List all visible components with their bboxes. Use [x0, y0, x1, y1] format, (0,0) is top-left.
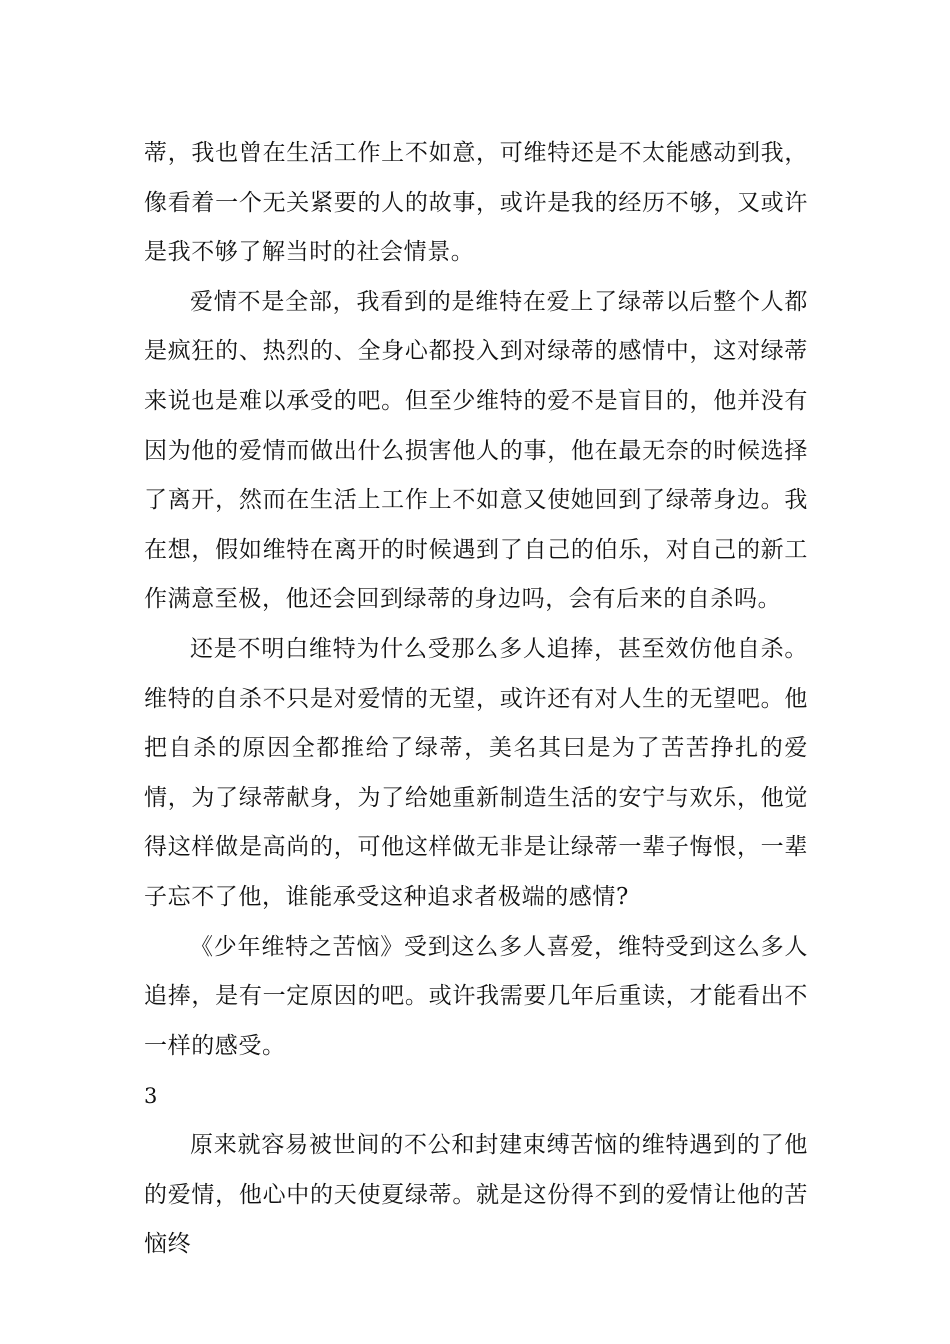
paragraph-continued: 蒂，我也曾在生活工作上不如意，可维特还是不太能感动到我，像看着一个无关紧要的人的故事，或许是我的经历不够，又或许是我不够了解当时的社会情景。 [144, 140, 808, 266]
section-number: 3 [144, 1084, 158, 1109]
paragraph-section-three: 原来就容易被世间的不公和封建束缚苦恼的维特遇到的了他的爱情，他心中的天使夏绿蒂。就是这份得不到的爱情让他的苦恼终 [144, 1132, 808, 1258]
paragraph-werther-suicide: 还是不明白维特为什么受那么多人追捧，甚至效仿他自杀。维特的自杀不只是对爱情的无望，或许还有对人生的无望吧。他把自杀的原因全都推给了绿蒂，美名其曰是为了苦苦挣扎的爱情，为了绿蒂献身，为了给她重新制造生活的安宁与欢乐，他觉得这样做是高尚的，可他这样做无非是让绿蒂一辈子悔恨，一辈子忘不了他，谁能承受这种追求者极端的感情? [144, 635, 808, 910]
paragraph-love-not-everything: 爱情不是全部，我看到的是维特在爱上了绿蒂以后整个人都是疯狂的、热烈的、全身心都投入到对绿蒂的感情中，这对绿蒂来说也是难以承受的吧。但至少维特的爱不是盲目的，他并没有因为他的爱情而做出什么损害他人的事，他在最无奈的时候选择了离开，然而在生活上工作上不如意又使她回到了绿蒂身边。我在想，假如维特在离开的时候遇到了自己的伯乐，对自己的新工作满意至极，他还会回到绿蒂的身边吗，会有后来的自杀吗。 [144, 288, 808, 613]
document-body [144, 129, 808, 1270]
paragraph-book-popularity: 《少年维特之苦恼》受到这么多人喜爱，维特受到这么多人追捧，是有一定原因的吧。或许我需要几年后重读，才能看出不一样的感受。 [144, 933, 808, 1059]
